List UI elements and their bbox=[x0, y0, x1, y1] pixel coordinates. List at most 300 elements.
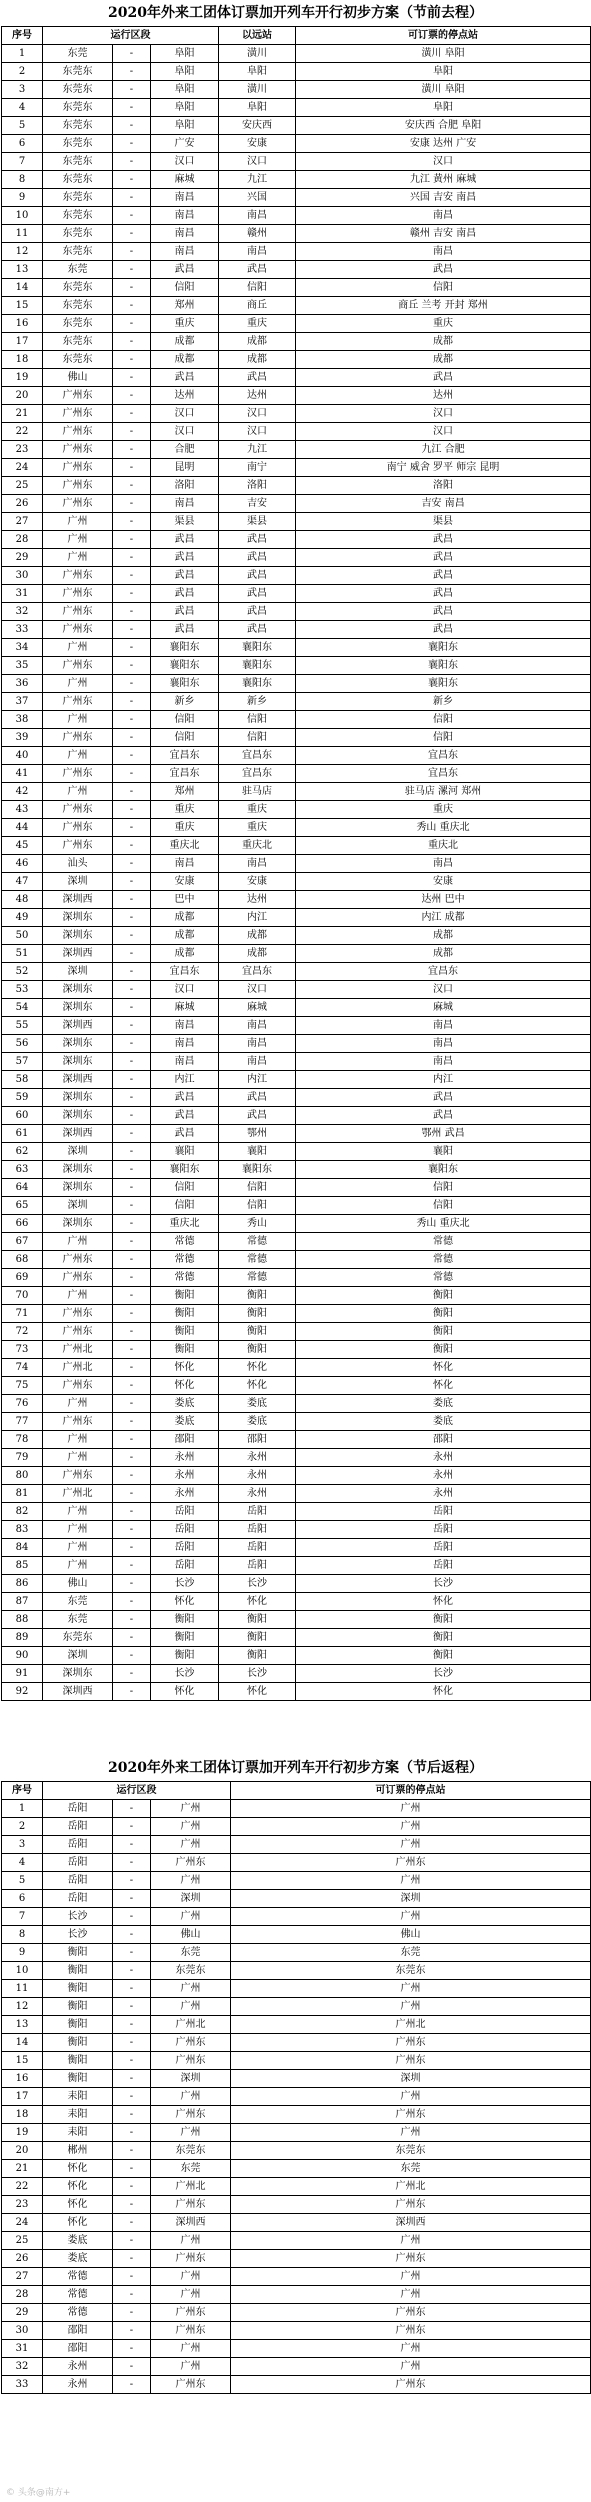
cell-from: 东莞东 bbox=[43, 117, 113, 135]
cell-beyond: 武昌 bbox=[219, 369, 296, 387]
cell-index: 77 bbox=[2, 1413, 43, 1431]
cell-dash: - bbox=[113, 1683, 151, 1701]
cell-dash: - bbox=[113, 1800, 151, 1818]
cell-from: 广州东 bbox=[43, 729, 113, 747]
cell-index: 64 bbox=[2, 1179, 43, 1197]
cell-to: 南昌 bbox=[151, 1017, 219, 1035]
cell-stops: 南昌 bbox=[296, 207, 591, 225]
cell-index: 10 bbox=[2, 1962, 43, 1980]
cell-to: 宜昌东 bbox=[151, 747, 219, 765]
cell-stops: 商丘 兰考 开封 郑州 bbox=[296, 297, 591, 315]
cell-stops: 东莞东 bbox=[231, 1962, 591, 1980]
cell-stops: 广州东 bbox=[231, 2034, 591, 2052]
cell-dash: - bbox=[113, 837, 151, 855]
cell-dash: - bbox=[113, 135, 151, 153]
table-row bbox=[2, 2160, 591, 2178]
cell-to: 郑州 bbox=[151, 783, 219, 801]
cell-stops: 佛山 bbox=[231, 1926, 591, 1944]
table-row bbox=[2, 2250, 591, 2268]
table-row bbox=[2, 549, 591, 567]
table-row bbox=[2, 2196, 591, 2214]
cell-dash: - bbox=[113, 243, 151, 261]
cell-beyond: 信阳 bbox=[219, 1197, 296, 1215]
cell-to: 广州 bbox=[151, 1836, 231, 1854]
cell-index: 62 bbox=[2, 1143, 43, 1161]
cell-stops: 驻马店 漯河 郑州 bbox=[296, 783, 591, 801]
table-row bbox=[2, 2232, 591, 2250]
cell-index: 74 bbox=[2, 1359, 43, 1377]
cell-dash: - bbox=[113, 1251, 151, 1269]
cell-to: 新乡 bbox=[151, 693, 219, 711]
cell-dash: - bbox=[113, 711, 151, 729]
cell-index: 63 bbox=[2, 1161, 43, 1179]
cell-beyond: 吉安 bbox=[219, 495, 296, 513]
cell-from: 佛山 bbox=[43, 369, 113, 387]
table-row bbox=[2, 1944, 591, 1962]
cell-from: 广州东 bbox=[43, 837, 113, 855]
cell-from: 怀化 bbox=[43, 2214, 113, 2232]
cell-stops: 武昌 bbox=[296, 567, 591, 585]
cell-to: 安康 bbox=[151, 873, 219, 891]
header-stops: 可订票的停点站 bbox=[296, 27, 591, 45]
cell-stops: 渠县 bbox=[296, 513, 591, 531]
cell-beyond: 襄阳 bbox=[219, 1143, 296, 1161]
cell-index: 22 bbox=[2, 2178, 43, 2196]
cell-dash: - bbox=[113, 1890, 151, 1908]
cell-from: 广州 bbox=[43, 1521, 113, 1539]
cell-beyond: 怀化 bbox=[219, 1683, 296, 1701]
cell-dash: - bbox=[113, 2250, 151, 2268]
cell-stops: 衡阳 bbox=[296, 1287, 591, 1305]
table-row bbox=[2, 2340, 591, 2358]
cell-to: 巴中 bbox=[151, 891, 219, 909]
cell-dash: - bbox=[113, 2214, 151, 2232]
cell-to: 麻城 bbox=[151, 171, 219, 189]
cell-from: 广州东 bbox=[43, 567, 113, 585]
cell-beyond: 安康 bbox=[219, 873, 296, 891]
cell-dash: - bbox=[113, 1359, 151, 1377]
cell-stops: 东莞 bbox=[231, 2160, 591, 2178]
cell-to: 郑州 bbox=[151, 297, 219, 315]
cell-to: 重庆 bbox=[151, 819, 219, 837]
cell-beyond: 重庆北 bbox=[219, 837, 296, 855]
cell-dash: - bbox=[113, 1611, 151, 1629]
cell-index: 7 bbox=[2, 1908, 43, 1926]
cell-dash: - bbox=[113, 1593, 151, 1611]
cell-from: 常德 bbox=[43, 2304, 113, 2322]
cell-dash: - bbox=[113, 1215, 151, 1233]
cell-beyond: 衡阳 bbox=[219, 1341, 296, 1359]
cell-index: 28 bbox=[2, 2286, 43, 2304]
cell-stops: 安康 bbox=[296, 873, 591, 891]
cell-stops: 广州东 bbox=[231, 2196, 591, 2214]
cell-beyond: 衡阳 bbox=[219, 1323, 296, 1341]
cell-to: 宜昌东 bbox=[151, 765, 219, 783]
cell-dash: - bbox=[113, 2178, 151, 2196]
cell-to: 汉口 bbox=[151, 153, 219, 171]
cell-to: 成都 bbox=[151, 351, 219, 369]
cell-dash: - bbox=[113, 225, 151, 243]
cell-index: 7 bbox=[2, 153, 43, 171]
cell-from: 广州 bbox=[43, 549, 113, 567]
cell-index: 49 bbox=[2, 909, 43, 927]
cell-to: 麻城 bbox=[151, 999, 219, 1017]
cell-stops: 内江 bbox=[296, 1071, 591, 1089]
cell-stops: 赣州 吉安 南昌 bbox=[296, 225, 591, 243]
cell-from: 广州东 bbox=[43, 441, 113, 459]
cell-stops: 广州 bbox=[231, 1872, 591, 1890]
cell-from: 衡阳 bbox=[43, 1980, 113, 1998]
cell-dash: - bbox=[113, 1962, 151, 1980]
cell-dash: - bbox=[113, 207, 151, 225]
table-row bbox=[2, 1089, 591, 1107]
cell-from: 深圳东 bbox=[43, 1665, 113, 1683]
table-row bbox=[2, 909, 591, 927]
cell-beyond: 潢川 bbox=[219, 45, 296, 63]
cell-to: 永州 bbox=[151, 1485, 219, 1503]
cell-index: 75 bbox=[2, 1377, 43, 1395]
table-row bbox=[2, 2376, 591, 2394]
cell-dash: - bbox=[113, 1233, 151, 1251]
cell-index: 39 bbox=[2, 729, 43, 747]
cell-stops: 兴国 吉安 南昌 bbox=[296, 189, 591, 207]
cell-to: 成都 bbox=[151, 927, 219, 945]
cell-dash: - bbox=[113, 783, 151, 801]
cell-dash: - bbox=[113, 801, 151, 819]
table-row bbox=[2, 1818, 591, 1836]
cell-dash: - bbox=[113, 855, 151, 873]
cell-stops: 九江 合肥 bbox=[296, 441, 591, 459]
table-row bbox=[2, 693, 591, 711]
cell-from: 岳阳 bbox=[43, 1854, 113, 1872]
cell-to: 南昌 bbox=[151, 1035, 219, 1053]
cell-stops: 怀化 bbox=[296, 1377, 591, 1395]
cell-from: 东莞东 bbox=[43, 1629, 113, 1647]
cell-index: 21 bbox=[2, 2160, 43, 2178]
table-row bbox=[2, 2070, 591, 2088]
table-row bbox=[2, 1908, 591, 1926]
cell-to: 广州 bbox=[151, 2268, 231, 2286]
cell-from: 岳阳 bbox=[43, 1818, 113, 1836]
cell-to: 广州 bbox=[151, 1998, 231, 2016]
cell-to: 广州北 bbox=[151, 2178, 231, 2196]
cell-index: 33 bbox=[2, 621, 43, 639]
cell-from: 深圳东 bbox=[43, 999, 113, 1017]
table-row bbox=[2, 729, 591, 747]
cell-to: 岳阳 bbox=[151, 1557, 219, 1575]
cell-to: 阜阳 bbox=[151, 99, 219, 117]
table-row bbox=[2, 1233, 591, 1251]
cell-dash: - bbox=[113, 1926, 151, 1944]
cell-index: 5 bbox=[2, 117, 43, 135]
cell-dash: - bbox=[113, 1980, 151, 1998]
cell-dash: - bbox=[113, 369, 151, 387]
cell-stops: 潢川 阜阳 bbox=[296, 81, 591, 99]
cell-index: 69 bbox=[2, 1269, 43, 1287]
cell-from: 深圳东 bbox=[43, 1035, 113, 1053]
cell-index: 86 bbox=[2, 1575, 43, 1593]
cell-stops: 汉口 bbox=[296, 153, 591, 171]
cell-dash: - bbox=[113, 1908, 151, 1926]
cell-beyond: 宜昌东 bbox=[219, 765, 296, 783]
cell-from: 深圳 bbox=[43, 1143, 113, 1161]
cell-to: 南昌 bbox=[151, 855, 219, 873]
cell-index: 47 bbox=[2, 873, 43, 891]
cell-to: 衡阳 bbox=[151, 1287, 219, 1305]
cell-stops: 广州 bbox=[231, 1980, 591, 1998]
cell-index: 70 bbox=[2, 1287, 43, 1305]
cell-from: 衡阳 bbox=[43, 2016, 113, 2034]
cell-dash: - bbox=[113, 1998, 151, 2016]
cell-stops: 成都 bbox=[296, 333, 591, 351]
cell-to: 武昌 bbox=[151, 549, 219, 567]
cell-beyond: 宜昌东 bbox=[219, 747, 296, 765]
cell-stops: 邵阳 bbox=[296, 1431, 591, 1449]
cell-index: 65 bbox=[2, 1197, 43, 1215]
cell-beyond: 南宁 bbox=[219, 459, 296, 477]
cell-dash: - bbox=[113, 1323, 151, 1341]
cell-index: 26 bbox=[2, 2250, 43, 2268]
cell-stops: 广州 bbox=[231, 2286, 591, 2304]
cell-to: 广州东 bbox=[151, 2322, 231, 2340]
cell-from: 广州 bbox=[43, 531, 113, 549]
cell-stops: 常德 bbox=[296, 1251, 591, 1269]
cell-from: 深圳 bbox=[43, 1647, 113, 1665]
cell-to: 邵阳 bbox=[151, 1431, 219, 1449]
cell-index: 9 bbox=[2, 1944, 43, 1962]
cell-dash: - bbox=[113, 1539, 151, 1557]
cell-dash: - bbox=[113, 1449, 151, 1467]
cell-beyond: 鄂州 bbox=[219, 1125, 296, 1143]
cell-to: 广州 bbox=[151, 1818, 231, 1836]
cell-to: 汉口 bbox=[151, 423, 219, 441]
cell-dash: - bbox=[113, 1179, 151, 1197]
cell-from: 广州东 bbox=[43, 1323, 113, 1341]
cell-stops: 广州 bbox=[231, 1998, 591, 2016]
cell-from: 深圳西 bbox=[43, 1683, 113, 1701]
cell-index: 22 bbox=[2, 423, 43, 441]
cell-dash: - bbox=[113, 441, 151, 459]
cell-to: 深圳 bbox=[151, 1890, 231, 1908]
cell-beyond: 衡阳 bbox=[219, 1305, 296, 1323]
cell-stops: 重庆北 bbox=[296, 837, 591, 855]
section2-title: 2020年外来工团体订票加开列车开行初步方案（节后返程） bbox=[108, 1760, 483, 1776]
cell-dash: - bbox=[113, 1521, 151, 1539]
cell-from: 岳阳 bbox=[43, 1890, 113, 1908]
cell-stops: 汉口 bbox=[296, 405, 591, 423]
cell-dash: - bbox=[113, 117, 151, 135]
cell-beyond: 常德 bbox=[219, 1269, 296, 1287]
cell-beyond: 信阳 bbox=[219, 1179, 296, 1197]
cell-from: 东莞东 bbox=[43, 243, 113, 261]
table-row bbox=[2, 1035, 591, 1053]
table-row bbox=[2, 1800, 591, 1818]
table-row bbox=[2, 639, 591, 657]
cell-index: 72 bbox=[2, 1323, 43, 1341]
cell-dash: - bbox=[113, 1818, 151, 1836]
cell-from: 东莞东 bbox=[43, 81, 113, 99]
cell-beyond: 南昌 bbox=[219, 855, 296, 873]
table-row bbox=[2, 459, 591, 477]
cell-beyond: 衡阳 bbox=[219, 1287, 296, 1305]
cell-beyond: 内江 bbox=[219, 909, 296, 927]
table-row bbox=[2, 1980, 591, 1998]
table-row bbox=[2, 387, 591, 405]
cell-index: 4 bbox=[2, 1854, 43, 1872]
cell-to: 广州 bbox=[151, 1872, 231, 1890]
cell-index: 10 bbox=[2, 207, 43, 225]
cell-to: 阜阳 bbox=[151, 117, 219, 135]
table-row bbox=[2, 1413, 591, 1431]
table-row bbox=[2, 2178, 591, 2196]
cell-from: 汕头 bbox=[43, 855, 113, 873]
cell-index: 1 bbox=[2, 45, 43, 63]
cell-index: 25 bbox=[2, 477, 43, 495]
cell-to: 广州 bbox=[151, 2340, 231, 2358]
cell-stops: 襄阳 bbox=[296, 1143, 591, 1161]
cell-to: 广州 bbox=[151, 1908, 231, 1926]
cell-index: 29 bbox=[2, 2304, 43, 2322]
table-row bbox=[2, 891, 591, 909]
cell-from: 岳阳 bbox=[43, 1800, 113, 1818]
cell-beyond: 九江 bbox=[219, 171, 296, 189]
table-row bbox=[2, 819, 591, 837]
cell-from: 东莞东 bbox=[43, 99, 113, 117]
cell-beyond: 常德 bbox=[219, 1251, 296, 1269]
cell-stops: 衡阳 bbox=[296, 1323, 591, 1341]
cell-index: 89 bbox=[2, 1629, 43, 1647]
cell-beyond: 岳阳 bbox=[219, 1557, 296, 1575]
cell-index: 30 bbox=[2, 2322, 43, 2340]
cell-dash: - bbox=[113, 2016, 151, 2034]
cell-dash: - bbox=[113, 1107, 151, 1125]
cell-beyond: 娄底 bbox=[219, 1413, 296, 1431]
cell-dash: - bbox=[113, 477, 151, 495]
cell-dash: - bbox=[113, 1557, 151, 1575]
cell-from: 广州 bbox=[43, 639, 113, 657]
cell-dash: - bbox=[113, 1269, 151, 1287]
section2-table bbox=[1, 1781, 591, 2394]
table-row bbox=[2, 1359, 591, 1377]
cell-dash: - bbox=[113, 351, 151, 369]
header-beyond-station: 以远站 bbox=[219, 27, 296, 45]
table-row bbox=[2, 711, 591, 729]
cell-to: 怀化 bbox=[151, 1377, 219, 1395]
table-row bbox=[2, 351, 591, 369]
section1-header-row bbox=[2, 27, 591, 45]
table-row bbox=[2, 2304, 591, 2322]
table-row bbox=[2, 171, 591, 189]
cell-from: 岳阳 bbox=[43, 1836, 113, 1854]
cell-dash: - bbox=[113, 1629, 151, 1647]
cell-stops: 襄阳东 bbox=[296, 639, 591, 657]
cell-beyond: 南昌 bbox=[219, 1035, 296, 1053]
table-row bbox=[2, 1431, 591, 1449]
cell-from: 东莞 bbox=[43, 45, 113, 63]
cell-index: 36 bbox=[2, 675, 43, 693]
cell-from: 广州东 bbox=[43, 477, 113, 495]
cell-from: 深圳西 bbox=[43, 891, 113, 909]
table-row bbox=[2, 1593, 591, 1611]
table-row bbox=[2, 315, 591, 333]
cell-to: 广州 bbox=[151, 1980, 231, 1998]
cell-stops: 南宁 威舍 罗平 师宗 昆明 bbox=[296, 459, 591, 477]
cell-stops: 武昌 bbox=[296, 603, 591, 621]
cell-from: 深圳东 bbox=[43, 1215, 113, 1233]
cell-stops: 衡阳 bbox=[296, 1647, 591, 1665]
cell-beyond: 怀化 bbox=[219, 1359, 296, 1377]
cell-index: 46 bbox=[2, 855, 43, 873]
cell-dash: - bbox=[113, 1575, 151, 1593]
cell-from: 广州东 bbox=[43, 1413, 113, 1431]
cell-to: 成都 bbox=[151, 945, 219, 963]
section1-title: 2020年外来工团体订票加开列车开行初步方案（节前去程） bbox=[108, 5, 483, 21]
cell-from: 东莞 bbox=[43, 261, 113, 279]
cell-index: 73 bbox=[2, 1341, 43, 1359]
cell-beyond: 汉口 bbox=[219, 423, 296, 441]
cell-from: 东莞 bbox=[43, 1611, 113, 1629]
cell-dash: - bbox=[113, 927, 151, 945]
table-row bbox=[2, 1890, 591, 1908]
cell-beyond: 九江 bbox=[219, 441, 296, 459]
cell-dash: - bbox=[113, 747, 151, 765]
cell-stops: 广州东 bbox=[231, 2376, 591, 2394]
cell-dash: - bbox=[113, 1485, 151, 1503]
cell-beyond: 渠县 bbox=[219, 513, 296, 531]
cell-to: 达州 bbox=[151, 387, 219, 405]
table-row bbox=[2, 585, 591, 603]
cell-stops: 汉口 bbox=[296, 423, 591, 441]
cell-stops: 怀化 bbox=[296, 1593, 591, 1611]
cell-stops: 新乡 bbox=[296, 693, 591, 711]
table-row bbox=[2, 837, 591, 855]
table-row bbox=[2, 1854, 591, 1872]
cell-to: 武昌 bbox=[151, 621, 219, 639]
table-row bbox=[2, 1962, 591, 1980]
cell-from: 东莞东 bbox=[43, 315, 113, 333]
cell-stops: 潢川 阜阳 bbox=[296, 45, 591, 63]
cell-from: 广州东 bbox=[43, 1467, 113, 1485]
cell-from: 深圳东 bbox=[43, 909, 113, 927]
section2-header-row bbox=[2, 1782, 591, 1800]
cell-from: 深圳 bbox=[43, 873, 113, 891]
cell-from: 深圳东 bbox=[43, 1089, 113, 1107]
cell-dash: - bbox=[113, 1287, 151, 1305]
table-row bbox=[2, 2124, 591, 2142]
table-row bbox=[2, 2142, 591, 2160]
cell-stops: 信阳 bbox=[296, 1179, 591, 1197]
table-row bbox=[2, 999, 591, 1017]
cell-beyond: 商丘 bbox=[219, 297, 296, 315]
table-row bbox=[2, 2358, 591, 2376]
cell-to: 长沙 bbox=[151, 1575, 219, 1593]
table-row bbox=[2, 333, 591, 351]
cell-from: 广州东 bbox=[43, 459, 113, 477]
cell-to: 衡阳 bbox=[151, 1611, 219, 1629]
cell-from: 广州东 bbox=[43, 1269, 113, 1287]
table-row bbox=[2, 2286, 591, 2304]
table-row bbox=[2, 2016, 591, 2034]
cell-index: 8 bbox=[2, 171, 43, 189]
cell-beyond: 赣州 bbox=[219, 225, 296, 243]
cell-dash: - bbox=[113, 2322, 151, 2340]
cell-from: 东莞东 bbox=[43, 297, 113, 315]
cell-stops: 广州东 bbox=[231, 1854, 591, 1872]
cell-from: 广州 bbox=[43, 513, 113, 531]
cell-dash: - bbox=[113, 297, 151, 315]
table-row bbox=[2, 1683, 591, 1701]
cell-to: 襄阳东 bbox=[151, 639, 219, 657]
